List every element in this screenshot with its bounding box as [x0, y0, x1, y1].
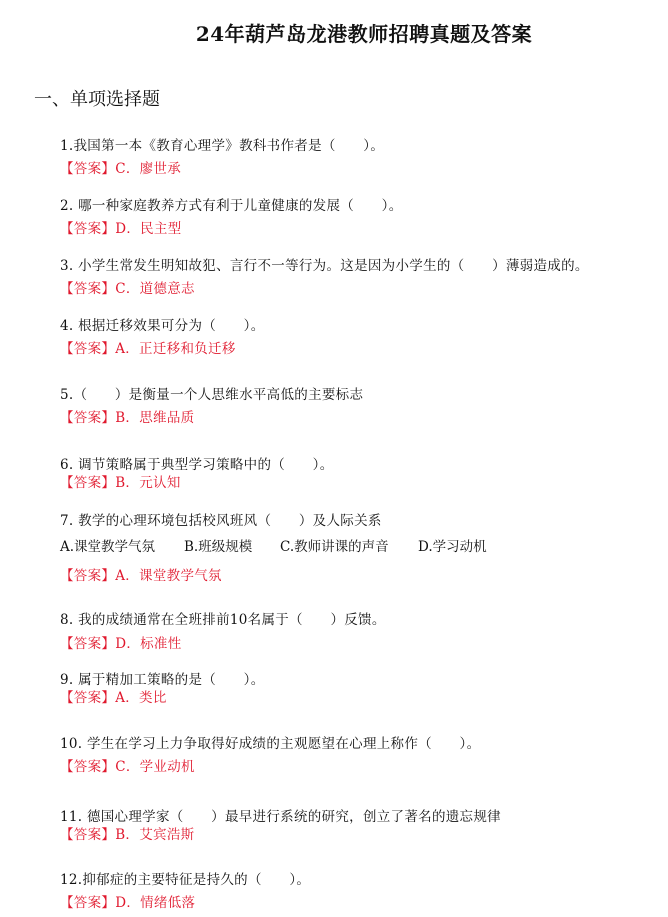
option-c: C.教师讲课的声音: [280, 539, 389, 555]
question-text: 3. 小学生常发生明知故犯、言行不一等行为。这是因为小学生的（ ）薄弱造成的。: [60, 258, 589, 274]
answer-text: 【答案】D．情绪低落: [60, 895, 196, 911]
option-d: D.学习动机: [418, 539, 487, 555]
question-text: 6. 调节策略属于典型学习策略中的（ ）。: [60, 457, 334, 473]
answer-text: 【答案】B．艾宾浩斯: [60, 827, 195, 843]
question-text: 8. 我的成绩通常在全班排前10名属于（ ）反馈。: [60, 612, 386, 628]
answer-text: 【答案】D．标准性: [60, 636, 182, 652]
answer-text: 【答案】C．廖世承: [60, 161, 182, 177]
question-text: 5.（ ）是衡量一个人思维水平高低的主要标志: [60, 387, 364, 403]
option-a: A.课堂教学气氛: [60, 539, 156, 555]
question-text: 10. 学生在学习上力争取得好成绩的主观愿望在心理上称作（ ）。: [60, 736, 481, 752]
options-row: [60, 535, 487, 555]
question-text: 9. 属于精加工策略的是（ ）。: [60, 672, 265, 688]
answer-text: 【答案】C．学业动机: [60, 759, 195, 775]
answer-text: 【答案】A．课堂教学气氛: [60, 568, 222, 584]
option-b: B.班级规模: [184, 539, 253, 555]
answer-text: 【答案】D．民主型: [60, 221, 182, 237]
answer-text: 【答案】A．类比: [60, 690, 167, 706]
question-text: 12.抑郁症的主要特征是持久的（ ）。: [60, 872, 311, 888]
answer-text: 【答案】B．元认知: [60, 475, 181, 491]
document-title: 24年葫芦岛龙港教师招聘真题及答案: [195, 22, 533, 46]
answer-text: 【答案】A．正迁移和负迁移: [60, 341, 236, 357]
answer-text: 【答案】C．道德意志: [60, 281, 195, 297]
question-text: 4. 根据迁移效果可分为（ ）。: [60, 318, 265, 334]
question-text: 7. 教学的心理环境包括校风班风（ ）及人际关系: [60, 513, 382, 529]
answer-text: 【答案】B．思维品质: [60, 410, 195, 426]
question-text: 1.我国第一本《教育心理学》教科书作者是（ ）。: [60, 138, 385, 154]
section-heading: 一、单项选择题: [34, 89, 160, 110]
question-text: 11. 德国心理学家（ ）最早进行系统的研究，创立了著名的遗忘规律: [60, 809, 501, 825]
question-text: 2. 哪一种家庭教养方式有利于儿童健康的发展（ ）。: [60, 198, 403, 214]
